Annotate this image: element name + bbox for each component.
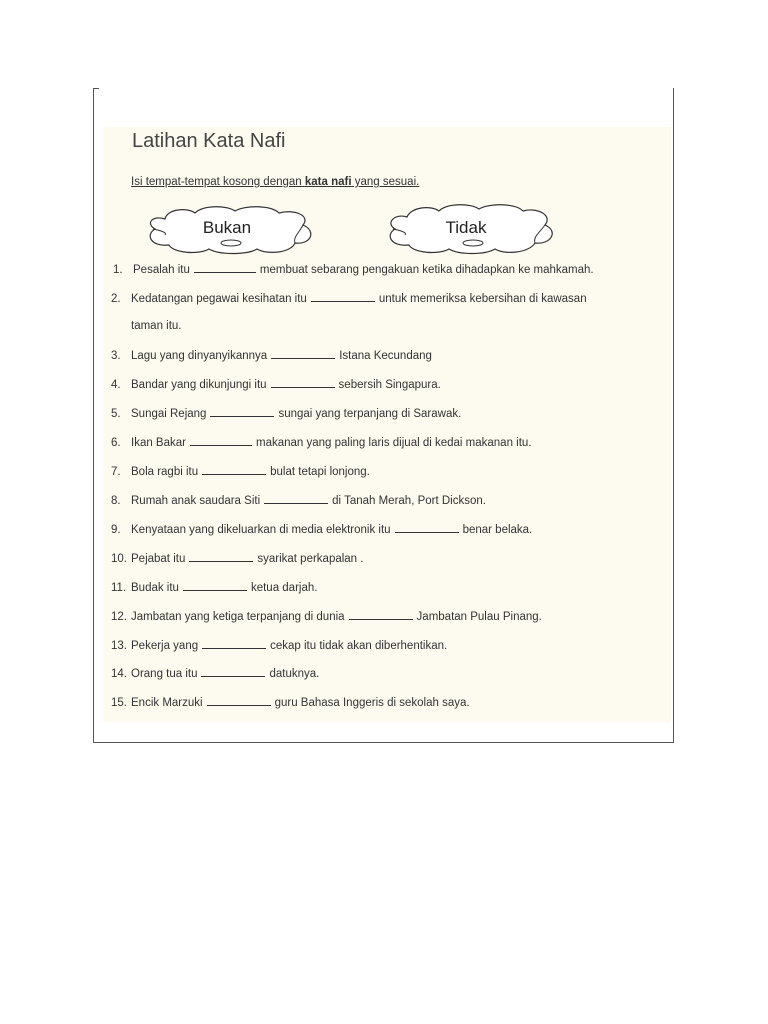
question-text-before: Rumah anak saudara Siti [131,495,261,507]
question-text-after: syarikat perkapalan . [257,553,364,565]
question-number: 1. [113,264,123,276]
question-7 [111,464,370,478]
question-number: 14. [111,668,127,680]
question-text-before: Ikan Bakar [131,437,186,449]
answer-blank[interactable] [311,291,375,302]
option-bukan: Bukan [202,218,252,237]
question-text-before: Pekerja yang [131,640,199,652]
answer-blank[interactable] [183,580,247,591]
question-number: 9. [111,524,121,536]
question-text-before: Kenyataan yang dikeluarkan di media elektronik itu [131,524,391,536]
question-text-after: untuk memeriksa kebersihan di kawasan [378,293,587,305]
question-3 [111,348,432,362]
question-text-after: benar belaka. [462,524,533,536]
question-text-before: Kedatangan pegawai kesihatan itu [131,293,307,305]
question-text-before: Budak itu [131,582,179,594]
question-5 [111,406,461,420]
question-text-before: Jambatan yang ketiga terpanjang di dunia [131,611,345,623]
question-6 [111,435,532,449]
question-text-before: Lagu yang dinyanyikannya [131,350,268,362]
answer-blank[interactable] [189,551,253,562]
question-text-after: Istana Kecundang [339,350,432,362]
question-number: 12. [111,611,127,623]
question-text-after: makanan yang paling laris dijual di kedai makanan itu. [255,437,532,449]
question-number: 5. [111,408,121,420]
question-1 [113,262,594,276]
page-title: Latihan Kata Nafi [132,130,286,152]
question-number: 8. [111,495,121,507]
question-11 [111,580,317,594]
answer-blank[interactable] [210,406,274,417]
question-9 [111,522,532,536]
question-number: 6. [111,437,121,449]
question-4 [111,377,441,391]
instruction-bold: kata nafi [304,176,352,188]
question-text-before: Sungai Rejang [131,408,207,420]
question-14 [111,666,319,680]
instruction-post: yang sesuai. [351,176,420,188]
question-text-after: membuat sebarang pengakuan ketika dihadapkan ke mahkamah. [259,264,594,276]
answer-blank[interactable] [349,609,413,620]
answer-blank[interactable] [194,262,256,273]
question-text-before: Bandar yang dikunjungi itu [131,379,267,391]
question-text-after: Jambatan Pulau Pinang. [416,611,542,623]
question-text-after: guru Bahasa Inggeris di sekolah saya. [274,697,470,709]
question-10 [111,551,363,565]
answer-blank[interactable] [264,493,328,504]
question-text-before: Pesalah itu [133,264,190,276]
question-2 [111,291,587,305]
question-8 [111,493,486,507]
question-number: 13. [111,640,127,652]
question-text-after: cekap itu tidak akan diberhentikan. [270,640,448,652]
question-number: 11. [111,582,127,594]
answer-blank[interactable] [202,464,266,475]
answer-blank[interactable] [190,435,252,446]
question-15 [111,695,470,709]
question-text-after: datuknya. [269,668,320,680]
question-12 [111,609,542,623]
question-number: 10. [111,553,127,565]
question-number: 4. [111,379,121,391]
question-text-before: Pejabat itu [131,553,186,565]
instruction-pre: Isi tempat-tempat kosong dengan [131,176,305,188]
question-text-after: di Tanah Merah, Port Dickson. [332,495,486,507]
question-number: 3. [111,350,121,362]
question-number: 2. [111,293,121,305]
question-text-before: Orang tua itu [131,668,198,680]
instruction-text [131,176,419,188]
question-text-before: Encik Marzuki [131,697,203,709]
answer-blank[interactable] [207,695,271,706]
option-tidak: Tidak [445,218,487,237]
answer-blank[interactable] [395,522,459,533]
question-text-after: bulat tetapi lonjong. [270,466,370,478]
question-number: 7. [111,466,121,478]
answer-blank[interactable] [271,348,335,359]
answer-blank[interactable] [202,638,266,649]
question-text-after: ketua darjah. [250,582,318,594]
question-2-continued [131,320,182,332]
question-text-after: sebersih Singapura. [338,379,441,391]
question-text-before: taman itu. [131,320,182,332]
answer-blank[interactable] [201,666,265,677]
question-number: 15. [111,697,127,709]
question-text-before: Bola ragbi itu [131,466,199,478]
question-text-after: sungai yang terpanjang di Sarawak. [278,408,462,420]
answer-blank[interactable] [271,377,335,388]
question-13 [111,638,447,652]
